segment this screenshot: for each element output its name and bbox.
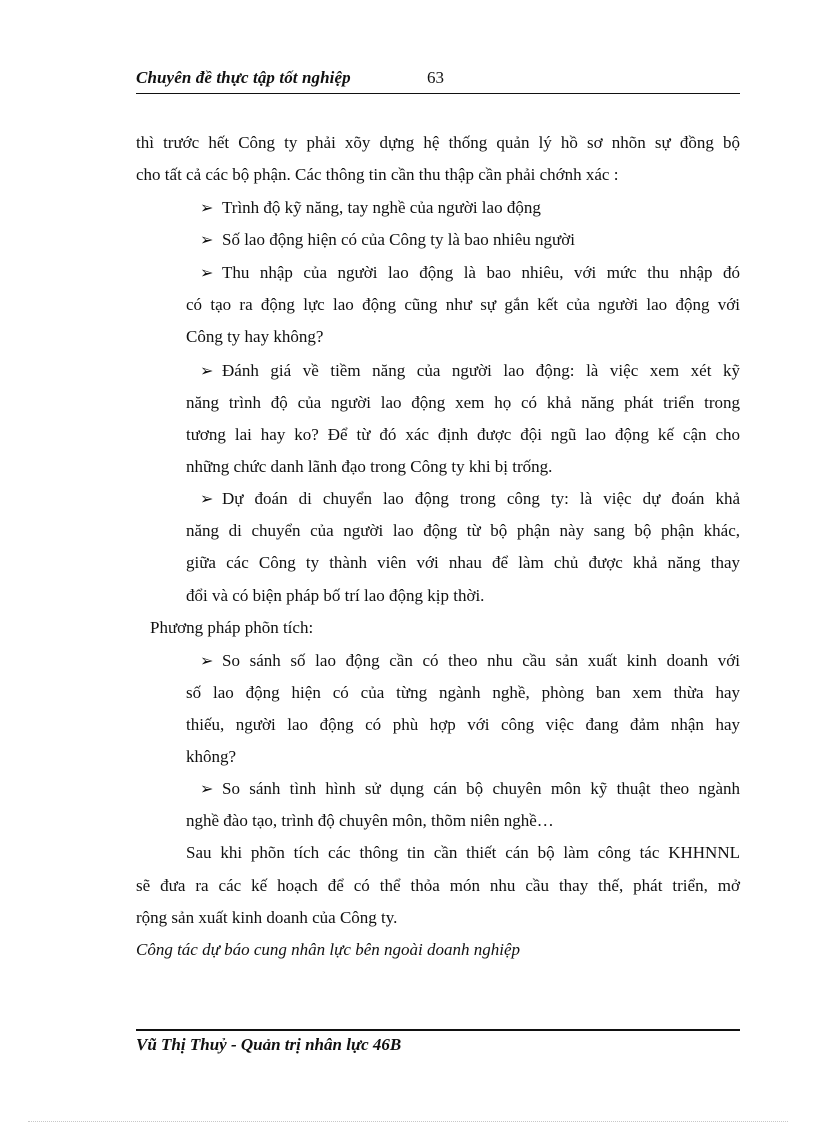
bullet-continuation: giữa các Công ty thành viên với nhau để làm chủ được khả năng thay	[186, 553, 740, 572]
bullet-continuation: Công ty hay không?	[186, 327, 324, 346]
section-heading: Công tác dự báo cung nhân lực bên ngoài doanh nghiệp	[136, 940, 521, 959]
page-header	[136, 68, 740, 92]
bullet-continuation: năng trình độ của người lao động xem họ có khả năng phát triển trong	[186, 393, 740, 412]
bullet-text: Đánh giá về tiềm năng của người lao động: là việc xem xét kỹ	[222, 361, 740, 380]
arrow-bullet-icon: ➢	[200, 653, 214, 670]
arrow-bullet-icon: ➢	[200, 781, 214, 798]
bullet-item	[200, 229, 575, 252]
arrow-bullet-icon: ➢	[200, 491, 214, 508]
arrow-bullet-icon: ➢	[200, 232, 214, 249]
bullet-continuation: không?	[186, 747, 237, 766]
bullet-continuation: đổi và có biện pháp bố trí lao động kịp thời.	[186, 586, 485, 605]
bullet-continuation: tương lai hay ko? Để từ đó xác định được đội ngũ lao động kế cận cho	[186, 425, 740, 444]
bullet-item	[200, 262, 740, 285]
bullet-text: Dự đoán di chuyển lao động trong công ty: là việc dự đoán khả	[222, 489, 740, 508]
bullet-continuation: nghề đào tạo, trình độ chuyên môn, thõm niên nghề…	[186, 811, 554, 830]
bullet-continuation: có tạo ra động lực lao động cũng như sự gắn kết của người lao động với	[186, 295, 740, 314]
footer-author: Vũ Thị Thuỷ - Quản trị nhân lực 46B	[136, 1035, 402, 1054]
arrow-bullet-icon: ➢	[200, 200, 214, 217]
bullet-text: Trình độ kỹ năng, tay nghề của người lao động	[222, 198, 541, 217]
method-heading: Phương pháp phõn tích:	[150, 618, 314, 637]
bullet-item	[200, 360, 740, 383]
paragraph-line: Sau khi phõn tích các thông tin cần thiết cán bộ làm công tác KHHNNL	[186, 843, 740, 862]
bullet-text: So sánh số lao động cần có theo nhu cầu sản xuất kinh doanh với	[222, 651, 740, 670]
arrow-bullet-icon: ➢	[200, 363, 214, 380]
bullet-item	[200, 650, 740, 673]
bullet-text: So sánh tình hình sử dụng cán bộ chuyên môn kỹ thuật theo ngành	[222, 779, 740, 798]
bullet-item	[200, 488, 740, 511]
footer-divider	[136, 1029, 740, 1031]
header-divider	[136, 93, 740, 94]
bullet-continuation: thiếu, người lao động có phù hợp với công việc đang đảm nhận hay	[186, 715, 740, 734]
paragraph-line: thì trước hết Công ty phải xõy dựng hệ thống quản lý hồ sơ nhõn sự đồng bộ	[136, 133, 740, 152]
bullet-text: Số lao động hiện có của Công ty là bao nhiêu người	[222, 230, 575, 249]
bullet-continuation: số lao động hiện có của từng ngành nghề, phòng ban xem thừa hay	[186, 683, 740, 702]
page-number: 63	[427, 68, 444, 87]
paragraph-line: rộng sản xuất kinh doanh của Công ty.	[136, 908, 398, 927]
arrow-bullet-icon: ➢	[200, 265, 214, 282]
bullet-text: Thu nhập của người lao động là bao nhiêu, với mức thu nhập đó	[222, 263, 740, 282]
page-bottom-border	[28, 1121, 788, 1122]
header-title: Chuyên đề thực tập tốt nghiệp	[136, 68, 351, 87]
bullet-item	[200, 197, 541, 220]
paragraph-line: cho tất cả các bộ phận. Các thông tin cần thu thập cần phải chớnh xác :	[136, 165, 619, 184]
bullet-continuation: năng di chuyển của người lao động từ bộ phận này sang bộ phận khác,	[186, 521, 740, 540]
paragraph-line: sẽ đưa ra các kế hoạch để có thể thỏa món nhu cầu thay thế, phát triển, mở	[136, 876, 740, 895]
bullet-continuation: những chức danh lãnh đạo trong Công ty khi bị trống.	[186, 457, 553, 476]
bullet-item	[200, 778, 740, 801]
